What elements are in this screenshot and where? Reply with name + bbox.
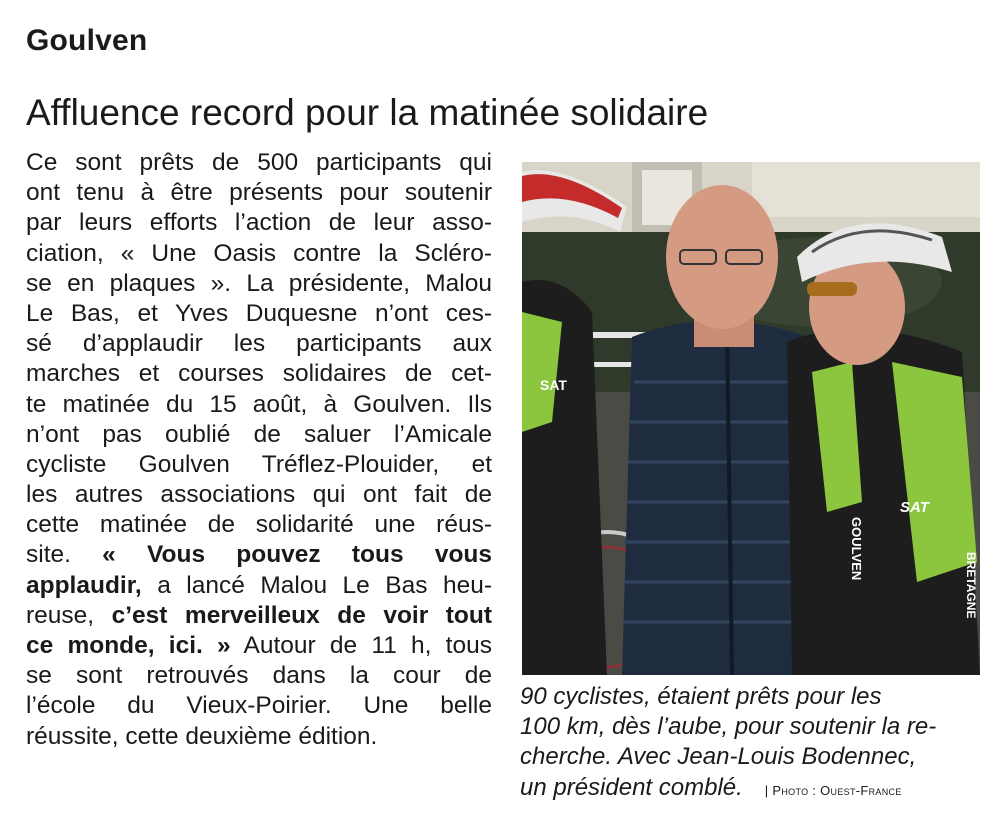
body-line: cycliste Goulven Tréflez-Plouider, et bbox=[26, 450, 492, 478]
article-kicker: Goulven bbox=[26, 24, 148, 57]
building-facade bbox=[752, 162, 980, 217]
photo-caption bbox=[520, 682, 980, 803]
body-line-quote-start bbox=[26, 540, 492, 570]
body-quote-bold: c’est merveilleux de voir tout bbox=[111, 601, 492, 629]
body-line: l’école du Vieux-Poirier. Une belle bbox=[26, 692, 492, 720]
body-line: Ce sont prêts de 500 participants qui bbox=[26, 149, 492, 176]
body-line: réussite, cette deuxième édition. bbox=[26, 722, 378, 750]
body-quote-bold: ce monde, ici. » bbox=[26, 632, 231, 659]
caption-line: 100 km, dès l’aube, pour soutenir la re- bbox=[520, 713, 937, 741]
body-line: par leurs efforts l’action de leur asso- bbox=[26, 209, 492, 237]
far-right-jersey-text: BRETAGNE bbox=[964, 552, 978, 619]
body-line: te matinée du 15 août, à Goulven. Ils bbox=[26, 390, 492, 418]
body-line: sé d’applaudir les participants aux bbox=[26, 330, 492, 358]
body-line: se sont retrouvés dans la cour de bbox=[26, 662, 492, 690]
caption-line-text: un président comblé. bbox=[520, 773, 743, 801]
body-quote-bold: « Vous pouvez tous vous bbox=[102, 541, 492, 569]
body-text-normal: site. bbox=[26, 541, 71, 569]
body-quote-bold: applaudir, bbox=[26, 571, 142, 599]
body-line: cette matinée de solidarité une réus- bbox=[26, 511, 492, 539]
left-jersey-text: SAT bbox=[540, 377, 567, 393]
body-line: marches et courses solidaires de cet- bbox=[26, 360, 492, 388]
body-line: les autres associations qui ont fait de bbox=[26, 481, 492, 509]
cyclists-photo bbox=[522, 162, 980, 675]
body-text-normal: a lancé Malou Le Bas heu- bbox=[157, 571, 492, 599]
right-cyclist-sunglasses bbox=[807, 282, 857, 296]
body-line: n’ont pas oublié de saluer l’Amicale bbox=[26, 420, 492, 448]
body-line-quote bbox=[26, 571, 492, 601]
photo-illustration bbox=[522, 162, 980, 675]
body-text-normal: reuse, bbox=[26, 601, 95, 629]
body-line: ont tenu à être présents pour soutenir bbox=[26, 179, 492, 207]
body-text-normal: Autour de 11 h, tous bbox=[243, 632, 492, 659]
body-line-quote bbox=[26, 601, 492, 631]
body-line-quote-end bbox=[26, 631, 492, 661]
caption-line: cherche. Avec Jean-Louis Bodennec, bbox=[520, 743, 917, 771]
article-headline: Affluence record pour la matinée solidaire bbox=[26, 92, 709, 133]
body-line: Le Bas, et Yves Duquesne n’ont ces- bbox=[26, 299, 492, 327]
body-line: se en plaques ». La présidente, Malou bbox=[26, 269, 492, 297]
caption-last-line bbox=[520, 773, 980, 803]
photo-credit: | Photo : Ouest-France bbox=[764, 782, 902, 798]
caption-line: 90 cyclistes, étaient prêts pour les bbox=[520, 683, 882, 710]
right-jersey-text: SAT bbox=[900, 499, 929, 516]
body-line: ciation, « Une Oasis contre la Scléro- bbox=[26, 239, 492, 267]
right-jersey-vertical-text: GOULVEN bbox=[849, 517, 864, 581]
article-body bbox=[26, 148, 492, 752]
